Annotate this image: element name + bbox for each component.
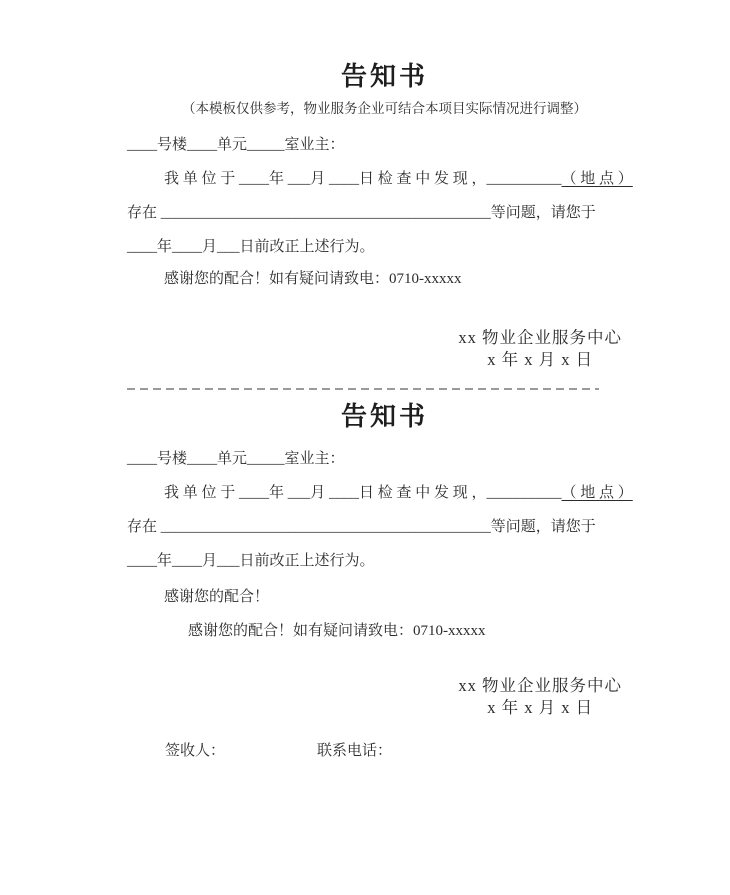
problem-prefix: 存在: [127, 205, 161, 221]
cut-line-divider: [127, 388, 599, 390]
problem-suffix: 等问题，请您于: [490, 205, 596, 221]
notice-bottom-copy: [127, 402, 642, 761]
notice-document: [127, 57, 642, 761]
signature-org: xx 物业企业服务中心: [458, 328, 622, 347]
signature-date: x 年 x 月 x 日: [487, 350, 594, 369]
thanks-short-line: 感谢您的配合！: [164, 589, 270, 605]
signature-org: xx 物业企业服务中心: [458, 676, 622, 695]
signature-date: x 年 x 月 x 日: [487, 698, 594, 717]
signature-inner: [458, 675, 622, 719]
problem-line: [127, 517, 642, 537]
addressee-line: ____号楼____单元_____室业主：: [127, 451, 345, 467]
signature-inner: [458, 327, 622, 371]
inspection-line: [164, 169, 642, 189]
inspection-line: [164, 483, 642, 503]
notice-title: 告知书: [340, 402, 428, 431]
problem-blank-field: ____________________________________________: [160, 519, 491, 535]
notice-title: 告知书: [340, 62, 428, 91]
thanks-line: 感谢您的配合！如有疑问请致电：0710-xxxxx: [188, 623, 486, 639]
problem-line: [127, 203, 642, 223]
signature-block: [127, 675, 642, 719]
notice-subtitle: （本模板仅供参考，物业服务企业可结合本项目实际情况进行调整）: [182, 101, 587, 116]
receipt-row: [165, 741, 642, 761]
inspection-text: 我 单 位 于 ____年 ___月 ____日 检 查 中 发 现 ，__________: [164, 485, 562, 501]
thanks-line: 感谢您的配合！如有疑问请致电：0710-xxxxx: [164, 271, 462, 287]
location-hint: （ 地 点 ）: [561, 171, 633, 187]
signature-block: [127, 327, 642, 371]
receipt-signer-label: 签收人：: [165, 743, 226, 759]
problem-suffix: 等问题，请您于: [490, 519, 596, 535]
problem-prefix: 存在: [127, 519, 161, 535]
deadline-line: ____年____月___日前改正上述行为。: [127, 239, 375, 255]
receipt-phone-label: 联系电话：: [317, 743, 393, 759]
deadline-line: ____年____月___日前改正上述行为。: [127, 553, 375, 569]
addressee-line: ____号楼____单元_____室业主：: [127, 137, 345, 153]
notice-top-copy: [127, 62, 642, 371]
inspection-text: 我 单 位 于 ____年 ___月 ____日 检 查 中 发 现 ，__________: [164, 171, 562, 187]
problem-blank-field: ____________________________________________: [160, 205, 491, 221]
location-hint: （ 地 点 ）: [561, 485, 633, 501]
